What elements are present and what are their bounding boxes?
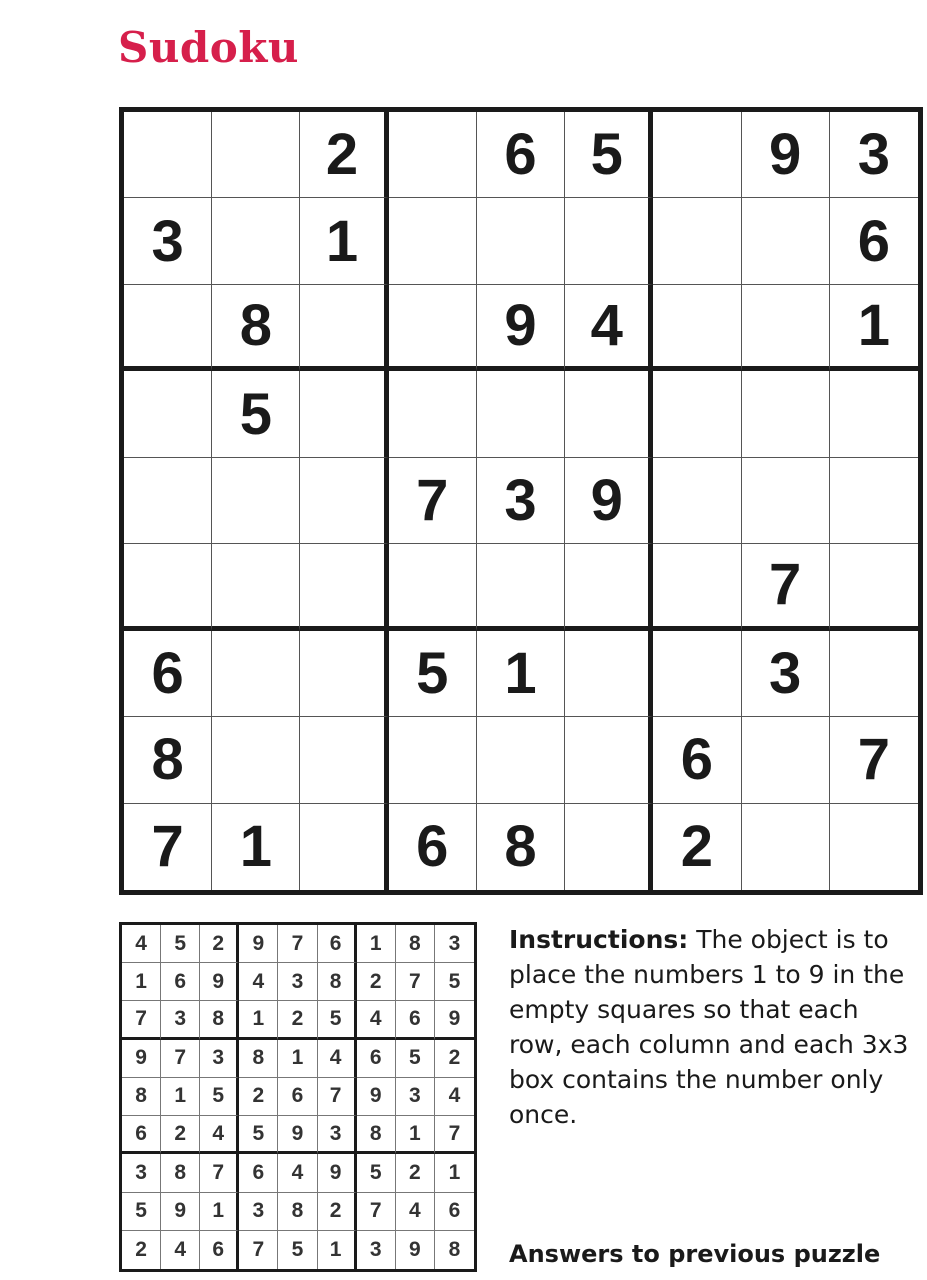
answer-cell-given: 6 xyxy=(435,1193,474,1231)
sudoku-cell-empty[interactable] xyxy=(212,458,300,544)
sudoku-cell-given: 7 xyxy=(742,544,830,630)
answer-cell-given: 8 xyxy=(396,925,435,963)
sudoku-cell-empty[interactable] xyxy=(653,371,741,457)
sudoku-cell-empty[interactable] xyxy=(389,717,477,803)
answer-cell-given: 4 xyxy=(318,1040,357,1078)
sudoku-cell-empty[interactable] xyxy=(300,631,388,717)
sudoku-cell-empty[interactable] xyxy=(742,717,830,803)
answer-cell-given: 8 xyxy=(161,1154,200,1192)
answer-cell-given: 3 xyxy=(318,1116,357,1154)
sudoku-cell-given: 9 xyxy=(565,458,653,544)
answer-cell-given: 9 xyxy=(318,1154,357,1192)
sudoku-cell-given: 6 xyxy=(477,112,565,198)
answer-cell-given: 6 xyxy=(161,963,200,1001)
answer-cell-given: 8 xyxy=(448,1237,461,1261)
answer-cell-given: 7 xyxy=(318,1078,357,1116)
sudoku-cell-empty[interactable] xyxy=(565,631,653,717)
answer-cell-given: 5 xyxy=(318,1001,357,1039)
sudoku-cell-empty[interactable] xyxy=(565,371,653,457)
answer-cell-given: 5 xyxy=(161,925,200,963)
sudoku-cell-empty[interactable] xyxy=(477,717,565,803)
sudoku-cell-empty[interactable] xyxy=(477,544,565,630)
answer-cell-given: 4 xyxy=(122,925,161,963)
sudoku-cell-empty[interactable] xyxy=(830,631,918,717)
sudoku-cell-given: 3 xyxy=(830,112,918,198)
answer-cell-given: 5 xyxy=(122,1193,161,1231)
sudoku-cell-empty[interactable] xyxy=(653,631,741,717)
answer-cell-given: 2 xyxy=(435,1040,474,1078)
sudoku-cell-empty[interactable] xyxy=(565,717,653,803)
answer-cell-given: 4 xyxy=(435,1078,474,1116)
answer-cell-given: 5 xyxy=(278,1231,317,1269)
answer-cell-given: 7 xyxy=(278,925,317,963)
answer-cell-given: 6 xyxy=(357,1040,396,1078)
sudoku-cell-given: 6 xyxy=(653,717,741,803)
sudoku-cell-given: 3 xyxy=(477,458,565,544)
sudoku-cell-empty[interactable] xyxy=(742,198,830,284)
sudoku-cell-empty[interactable] xyxy=(124,112,212,198)
answer-cell-given: 6 xyxy=(239,1154,278,1192)
sudoku-cell-empty[interactable] xyxy=(124,544,212,630)
answer-cell-given: 9 xyxy=(122,1040,161,1078)
answer-cell-given: 9 xyxy=(278,1116,317,1154)
answer-cell-given: 2 xyxy=(122,1231,161,1269)
sudoku-cell-empty[interactable] xyxy=(742,285,830,371)
sudoku-cell-empty[interactable] xyxy=(212,631,300,717)
answer-cell-given: 7 xyxy=(435,1116,474,1154)
answer-cell-given: 6 xyxy=(200,1231,239,1269)
sudoku-cell-given: 9 xyxy=(477,285,565,371)
answer-cell-given: 2 xyxy=(200,925,239,963)
answer-cell-given: 5 xyxy=(435,963,474,1001)
sudoku-cell-given: 5 xyxy=(565,112,653,198)
sudoku-cell-empty[interactable] xyxy=(389,112,477,198)
answer-cell-given: 8 xyxy=(200,1001,239,1039)
sudoku-cell-empty[interactable] xyxy=(477,198,565,284)
answer-cell-given: 9 xyxy=(435,1001,474,1039)
answer-cell-given: 3 xyxy=(200,1040,239,1078)
sudoku-cell-given: 1 xyxy=(477,631,565,717)
answer-cell-given: 6 xyxy=(396,1001,435,1039)
sudoku-cell-given: 1 xyxy=(212,804,300,890)
sudoku-cell-empty[interactable] xyxy=(212,198,300,284)
previous-answer-grid xyxy=(119,922,477,1272)
answer-cell-given: 4 xyxy=(161,1231,200,1269)
sudoku-cell-empty[interactable] xyxy=(389,544,477,630)
sudoku-cell-given: 6 xyxy=(389,804,477,890)
answer-cell-given: 8 xyxy=(357,1116,396,1154)
answer-cell-given: 8 xyxy=(239,1040,278,1078)
sudoku-cell-empty[interactable] xyxy=(389,198,477,284)
answer-cell-given: 8 xyxy=(122,1078,161,1116)
sudoku-cell-given: 1 xyxy=(300,198,388,284)
sudoku-cell-given: 2 xyxy=(653,804,741,890)
answer-cell-given: 3 xyxy=(161,1001,200,1039)
answer-cell-given: 1 xyxy=(239,1001,278,1039)
answers-caption: Answers to previous puzzle xyxy=(509,1240,881,1268)
answer-cell-given: 9 xyxy=(200,963,239,1001)
answer-cell-given: 9 xyxy=(357,1078,396,1116)
sudoku-cell-given: 5 xyxy=(212,371,300,457)
answer-cell-given: 7 xyxy=(122,1001,161,1039)
sudoku-cell-empty[interactable] xyxy=(830,804,918,890)
sudoku-cell-empty[interactable] xyxy=(830,458,918,544)
sudoku-cell-given: 8 xyxy=(124,717,212,803)
answer-cell-given: 3 xyxy=(435,925,474,963)
instructions-label: Instructions: xyxy=(509,925,689,954)
sudoku-cell-given: 6 xyxy=(830,198,918,284)
answer-cell-given: 1 xyxy=(161,1078,200,1116)
answer-cell-given: 8 xyxy=(278,1193,317,1231)
answer-cell-given: 9 xyxy=(396,1231,435,1269)
sudoku-cell-given: 2 xyxy=(300,112,388,198)
sudoku-cell-empty[interactable] xyxy=(565,804,653,890)
sudoku-cell-empty[interactable] xyxy=(212,544,300,630)
sudoku-cell-empty[interactable] xyxy=(124,371,212,457)
sudoku-cell-empty[interactable] xyxy=(300,804,388,890)
sudoku-cell-empty[interactable] xyxy=(742,458,830,544)
sudoku-cell-given: 8 xyxy=(212,285,300,371)
page-title: Sudoku xyxy=(118,23,299,72)
sudoku-cell-empty[interactable] xyxy=(124,285,212,371)
answer-cell-given: 1 xyxy=(200,1193,239,1231)
sudoku-cell-empty[interactable] xyxy=(300,285,388,371)
answer-cell-given: 7 xyxy=(161,1040,200,1078)
sudoku-cell-empty[interactable] xyxy=(300,458,388,544)
sudoku-cell-given: 6 xyxy=(124,631,212,717)
sudoku-cell-empty[interactable] xyxy=(653,544,741,630)
answer-cell-given: 3 xyxy=(278,963,317,1001)
sudoku-cell-empty[interactable] xyxy=(300,717,388,803)
sudoku-cell-given: 7 xyxy=(830,717,918,803)
answer-cell-given: 7 xyxy=(200,1154,239,1192)
sudoku-cell-given: 7 xyxy=(124,804,212,890)
sudoku-cell-empty[interactable] xyxy=(830,544,918,630)
sudoku-cell-given: 8 xyxy=(477,804,565,890)
sudoku-cell-empty[interactable] xyxy=(830,371,918,457)
answer-cell-given: 6 xyxy=(318,925,357,963)
answer-cell-given: 6 xyxy=(278,1078,317,1116)
sudoku-cell-empty[interactable] xyxy=(742,804,830,890)
sudoku-cell-empty[interactable] xyxy=(742,371,830,457)
answer-cell-given: 9 xyxy=(239,925,278,963)
sudoku-cell-empty[interactable] xyxy=(389,285,477,371)
answer-cell-given: 2 xyxy=(357,963,396,1001)
answer-cell-given: 1 xyxy=(396,1116,435,1154)
answer-cell-given: 4 xyxy=(239,963,278,1001)
sudoku-cell-given: 1 xyxy=(830,285,918,371)
answer-cell-given: 1 xyxy=(357,925,396,963)
sudoku-cell-empty[interactable] xyxy=(653,285,741,371)
answer-cell-given: 3 xyxy=(396,1078,435,1116)
sudoku-cell-given: 3 xyxy=(742,631,830,717)
answer-cell-given: 2 xyxy=(396,1154,435,1192)
answer-cell-given: 5 xyxy=(396,1040,435,1078)
sudoku-cell-given: 4 xyxy=(565,285,653,371)
answer-cell-given: 3 xyxy=(357,1231,396,1269)
answer-cell-given: 3 xyxy=(122,1154,161,1192)
sudoku-cell-given: 5 xyxy=(389,631,477,717)
answer-cell-given: 4 xyxy=(200,1116,239,1154)
sudoku-puzzle-grid xyxy=(119,107,923,895)
answer-cell-given: 5 xyxy=(239,1116,278,1154)
answer-cell-given: 5 xyxy=(200,1078,239,1116)
sudoku-cell-given: 9 xyxy=(742,112,830,198)
sudoku-cell-empty[interactable] xyxy=(653,112,741,198)
answer-cell-given: 4 xyxy=(278,1154,317,1192)
instructions-text: The object is to place the numbers 1 to 9 in the empty squares so that each row, each column and each 3x3 box contains the number only once. xyxy=(509,925,909,1129)
sudoku-cell-empty[interactable] xyxy=(300,544,388,630)
answer-cell-given: 6 xyxy=(122,1116,161,1154)
sudoku-cell-given: 7 xyxy=(389,458,477,544)
answer-cell-given: 7 xyxy=(357,1193,396,1231)
sudoku-cell-empty[interactable] xyxy=(565,544,653,630)
answer-cell-given: 8 xyxy=(318,963,357,1001)
sudoku-cell-empty[interactable] xyxy=(477,371,565,457)
sudoku-cell-empty[interactable] xyxy=(653,198,741,284)
answer-cell-given: 1 xyxy=(278,1040,317,1078)
answer-cell-given: 3 xyxy=(239,1193,278,1231)
sudoku-cell-empty[interactable] xyxy=(300,371,388,457)
sudoku-cell-empty[interactable] xyxy=(212,717,300,803)
sudoku-cell-empty[interactable] xyxy=(565,198,653,284)
answer-cell-given: 5 xyxy=(357,1154,396,1192)
answer-cell-given: 9 xyxy=(161,1193,200,1231)
answer-cell-given: 7 xyxy=(239,1231,278,1269)
answer-cell-given: 1 xyxy=(318,1231,357,1269)
answer-cell-given: 2 xyxy=(161,1116,200,1154)
answer-cell-given: 2 xyxy=(239,1078,278,1116)
sudoku-cell-empty[interactable] xyxy=(653,458,741,544)
answer-cell-given: 2 xyxy=(318,1193,357,1231)
sudoku-cell-empty[interactable] xyxy=(389,371,477,457)
sudoku-cell-empty[interactable] xyxy=(212,112,300,198)
answer-cell-given: 1 xyxy=(435,1154,474,1192)
instructions xyxy=(509,922,909,1132)
answer-cell-given: 2 xyxy=(278,1001,317,1039)
answer-cell-given: 7 xyxy=(396,963,435,1001)
answer-cell-given: 4 xyxy=(396,1193,435,1231)
answer-cell-given: 1 xyxy=(122,963,161,1001)
answer-cell-given: 4 xyxy=(357,1001,396,1039)
sudoku-cell-empty[interactable] xyxy=(124,458,212,544)
sudoku-cell-given: 3 xyxy=(124,198,212,284)
